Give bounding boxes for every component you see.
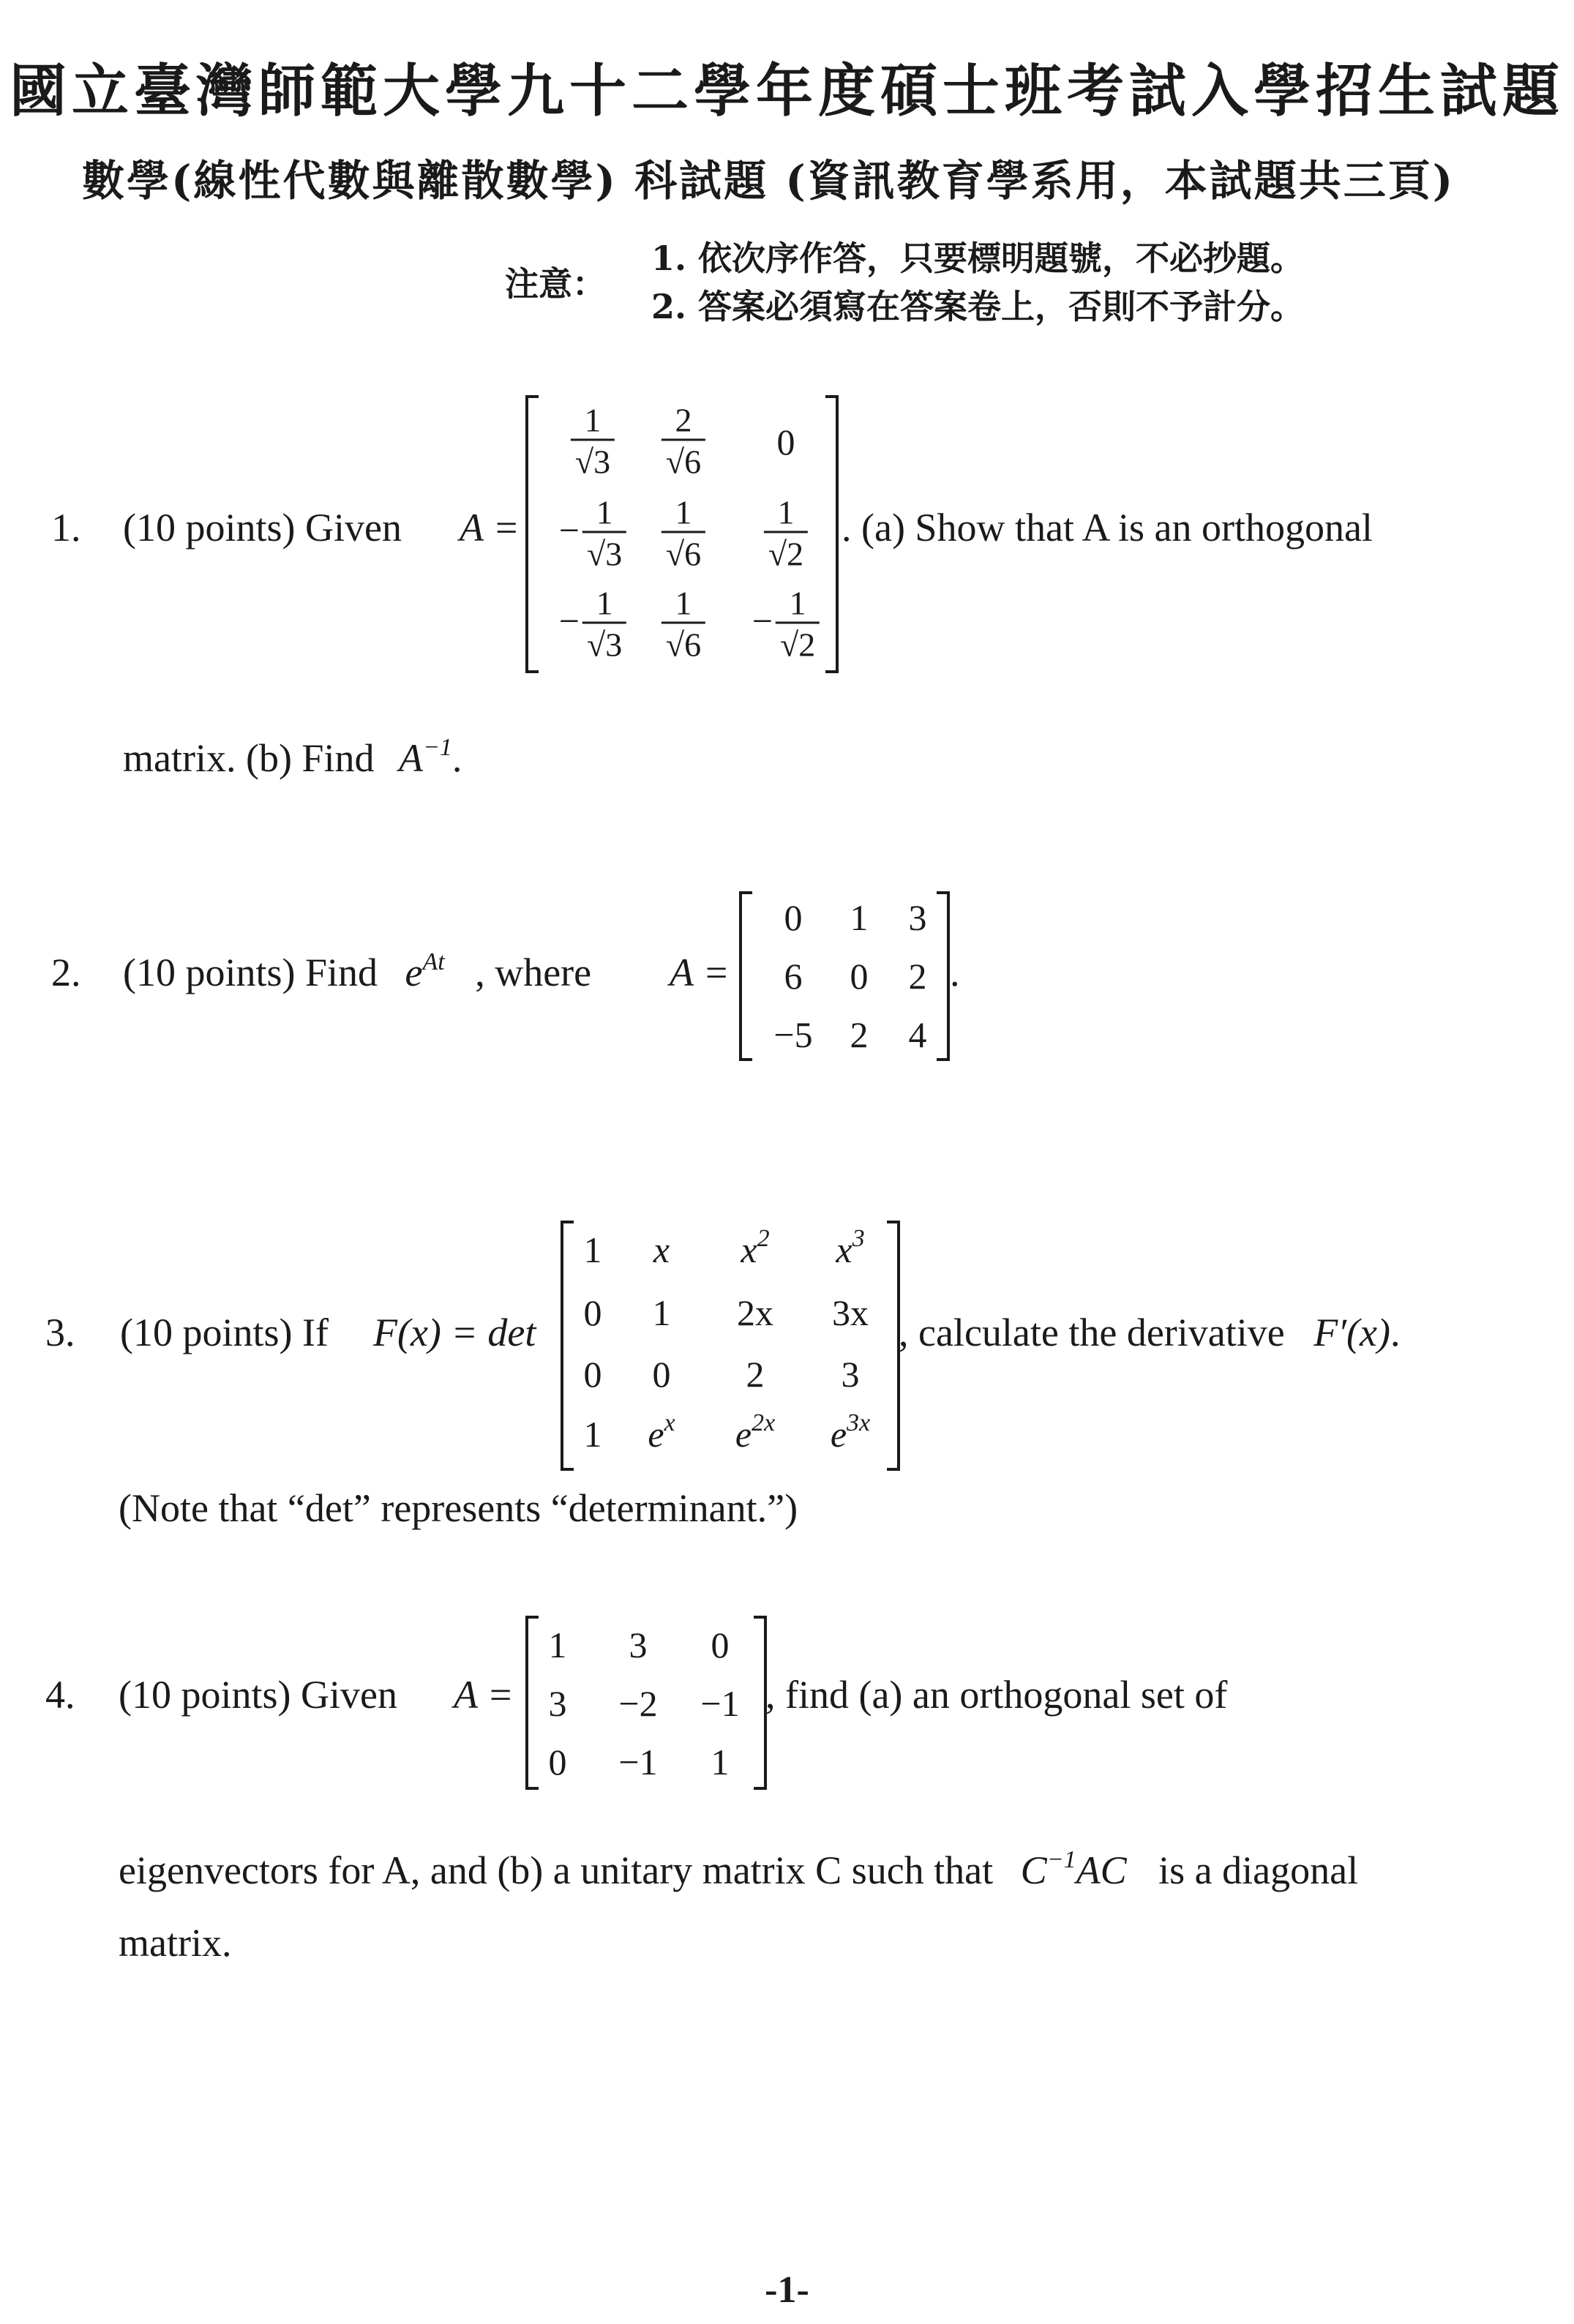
matrix-cell: $\frac{2}{√6}$: [662, 402, 705, 482]
matrix-cell: 0: [583, 1354, 602, 1395]
q3-after: , calculate the derivative: [899, 1311, 1285, 1354]
matrix-cell: $\frac{1}{√6}$: [662, 495, 705, 574]
q4-lead: (10 points) Given: [119, 1673, 397, 1717]
q1-inverse-base: A: [398, 736, 423, 780]
matrix-cell: 0: [548, 1742, 567, 1783]
q1-text-after: . (a) Show that A is an orthogonal: [842, 506, 1373, 550]
q1-matrix: [525, 395, 839, 673]
q2-exponential: [405, 948, 445, 994]
q2-lead: (10 points) Find: [123, 951, 378, 994]
q3-note: (Note that “det” represents “determinant.”): [119, 1486, 798, 1530]
exam-title: 國立臺灣師範大學九十二學年度碩士班考試入學招生試題: [9, 58, 1564, 124]
matrix-cell: $\frac{1}{√3}$: [571, 402, 615, 482]
q4-lhs: A =: [454, 1673, 514, 1717]
q4-line2: [119, 1848, 1358, 1893]
matrix-cell: − $\frac{1}{√3}$: [559, 585, 626, 665]
matrix-cell: −1: [618, 1742, 658, 1783]
q3-line: [899, 1310, 1400, 1355]
q4-c-sup: −1: [1046, 1846, 1076, 1873]
q1-lead: (10 points) Given: [123, 506, 402, 550]
q1-end: .: [451, 736, 462, 780]
q2-lhs: A =: [670, 951, 730, 994]
notice-item: 2. 答案必須寫在答案卷上，否則不予計分。: [651, 287, 1305, 326]
matrix-cell: 2: [908, 956, 927, 997]
matrix-cell: 0: [850, 956, 869, 997]
q1-inverse-sup: −1: [422, 734, 452, 761]
matrix-cell: 6: [784, 956, 803, 997]
notice-label: 注意：: [505, 264, 606, 304]
matrix-cell: 0: [776, 421, 795, 462]
matrix-cell: $e^x$: [648, 1409, 675, 1455]
q1-number: 1.: [51, 506, 81, 550]
q4-number: 4.: [45, 1673, 75, 1717]
q4-matrix: [525, 1616, 767, 1790]
q4-after: , find (a) an orthogonal set of: [765, 1673, 1228, 1717]
q3-lead: (10 points) If: [120, 1311, 329, 1354]
notice-item: 1. 依次序作答，只要標明題號，不必抄題。: [651, 239, 1305, 278]
q1-line2: [123, 735, 462, 781]
notice-list: [651, 234, 1304, 331]
q2-matrix: [739, 891, 950, 1061]
q2-number: 2.: [51, 951, 81, 994]
q3-matrix: [561, 1221, 900, 1471]
q2-where: , where: [475, 951, 592, 994]
matrix-cell: 2: [746, 1354, 765, 1395]
matrix-cell: x: [653, 1229, 670, 1270]
matrix-cell: 3: [629, 1624, 648, 1665]
matrix-cell: $\frac{1}{√6}$: [662, 585, 705, 665]
matrix-cell: 1: [583, 1414, 602, 1455]
matrix-cell: 1: [652, 1292, 671, 1333]
q1-line2-text: matrix. (b) Find: [123, 736, 375, 780]
q2-end: .: [950, 951, 960, 994]
matrix-cell: $e^{2x}$: [735, 1409, 776, 1455]
q4-c-inverse: [1021, 1848, 1127, 1892]
matrix-cell: 0: [711, 1624, 730, 1665]
matrix-cell: 2: [850, 1014, 869, 1055]
matrix-cell: 2x: [737, 1292, 773, 1333]
exam-subtitle: 數學(線性代數與離散數學) 科試題 (資訊教育學系用，本試題共三頁): [82, 156, 1455, 206]
matrix-cell: $e^{3x}$: [830, 1409, 871, 1455]
matrix-cell: $x^2$: [741, 1225, 770, 1270]
q4-line2-b: is a diagonal: [1158, 1848, 1359, 1892]
q2-exp-sup: At: [422, 948, 445, 975]
q3-function: F(x) = det: [373, 1311, 536, 1354]
matrix-cell: 0: [652, 1354, 671, 1395]
matrix-cell: $x^3$: [836, 1225, 865, 1270]
matrix-cell: −5: [773, 1014, 813, 1055]
q3-number: 3.: [45, 1311, 75, 1354]
matrix-cell: 3: [548, 1683, 567, 1724]
q3-end: .: [1390, 1311, 1401, 1354]
matrix-cell: − $\frac{1}{√3}$: [559, 495, 626, 574]
matrix-cell: 3x: [832, 1292, 869, 1333]
q2-line: [123, 950, 591, 995]
q4-line3: matrix.: [119, 1921, 232, 1965]
matrix-cell: $\frac{1}{√2}$: [764, 495, 808, 574]
q4-line2-a: eigenvectors for A, and (b) a unitary matrix C such that: [119, 1848, 994, 1892]
matrix-cell: 0: [583, 1292, 602, 1333]
matrix-cell: 1: [850, 897, 869, 938]
q1-lhs: A =: [460, 506, 520, 550]
matrix-cell: 1: [711, 1742, 730, 1783]
matrix-cell: −2: [618, 1683, 658, 1724]
matrix-cell: 3: [908, 897, 927, 938]
q1-inverse: [399, 736, 452, 780]
matrix-cell: − $\frac{1}{√2}$: [752, 585, 820, 665]
q4-ac: AC: [1076, 1848, 1127, 1892]
q3-derivative: F′(x): [1313, 1311, 1390, 1354]
matrix-cell: 3: [841, 1354, 860, 1395]
matrix-cell: 1: [548, 1624, 567, 1665]
matrix-cell: −1: [700, 1683, 740, 1724]
q4-c-base: C: [1020, 1848, 1047, 1892]
matrix-cell: 4: [908, 1014, 927, 1055]
matrix-cell: 1: [583, 1229, 602, 1270]
page-number: -1-: [765, 2269, 809, 2311]
matrix-cell: 0: [784, 897, 803, 938]
q2-exp-base: e: [405, 951, 423, 994]
